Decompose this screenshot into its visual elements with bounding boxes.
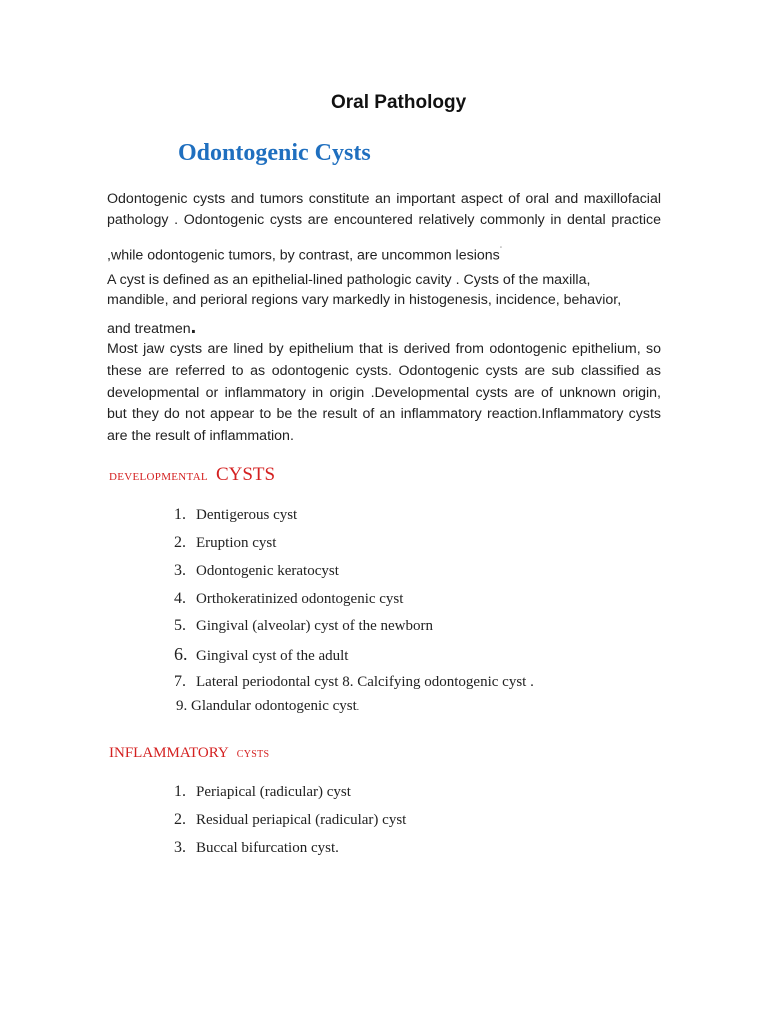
list-item: [174, 839, 339, 857]
classification-paragraph-line: Most jaw cysts are lined by epithelium that is derived from odontogenic epithelium, so: [107, 341, 661, 357]
classification-paragraph-line: these are referred to as odontogenic cysts. Odontogenic cysts are sub classified as: [107, 363, 661, 379]
list-number: 7.: [174, 673, 186, 690]
list-number: 6.: [174, 644, 188, 664]
list-text: Residual periapical (radicular) cyst: [196, 812, 407, 828]
list-item: [174, 644, 348, 665]
list-item: [174, 617, 433, 635]
classification-paragraph-line: are the result of inflammation.: [107, 428, 294, 444]
list-text: Glandular odontogenic cyst: [191, 698, 357, 714]
definition-paragraph-period: .: [190, 316, 197, 338]
definition-paragraph-line: [107, 316, 196, 339]
definition-paragraph-line: A cyst is defined as an epithelial-lined pathologic cavity . Cysts of the maxilla,: [107, 272, 591, 288]
intro-paragraph-line: Odontogenic cysts and tumors constitute an important aspect of oral and maxillofacial: [107, 191, 661, 207]
definition-paragraph-line: mandible, and perioral regions vary markedly in histogenesis, incidence, behavior,: [107, 292, 622, 308]
developmental-cysts-heading: [109, 464, 275, 486]
definition-paragraph-text: and treatmen: [107, 321, 191, 337]
list-number: 4.: [174, 590, 186, 607]
intro-paragraph-line: [107, 246, 503, 264]
list-number: 5.: [174, 617, 186, 634]
list-number: 1.: [174, 506, 186, 523]
list-item: [174, 534, 276, 552]
list-text: Buccal bifurcation cyst.: [196, 840, 339, 856]
list-number: 3.: [174, 562, 186, 579]
list-number: 3.: [174, 839, 186, 856]
list-text: Dentigerous cyst: [196, 507, 298, 523]
list-number: 9.: [176, 698, 188, 714]
list-text: Orthokeratinized odontogenic cyst: [196, 591, 404, 607]
list-text: Gingival cyst of the adult: [196, 648, 349, 664]
list-item: [174, 562, 339, 580]
list-item: [174, 506, 297, 524]
page-title: Oral Pathology: [331, 92, 467, 113]
list-text: Odontogenic keratocyst: [196, 563, 339, 579]
inflammatory-heading-cysts: cysts: [236, 746, 270, 761]
list-item: [174, 673, 534, 691]
list-text: Gingival (alveolar) cyst of the newborn: [196, 618, 434, 634]
list-text: Lateral periodontal cyst 8. Calcifying odontogenic cyst .: [196, 674, 534, 690]
document-heading: Odontogenic Cysts: [178, 140, 371, 166]
inflammatory-cysts-heading: [109, 744, 269, 762]
developmental-heading-cysts: CYSTS: [215, 464, 276, 485]
list-item: [174, 590, 403, 608]
list-number: 2.: [174, 534, 186, 551]
list-text: Eruption cyst: [196, 535, 277, 551]
list-item: [174, 783, 351, 801]
intro-paragraph-line: pathology . Odontogenic cysts are encountered relatively commonly in dental practice: [107, 212, 661, 228]
list-trailing-period: .: [356, 702, 360, 712]
list-item: [174, 811, 406, 829]
intro-paragraph-text: ,while odontogenic tumors, by contrast, are uncommon lesions: [107, 247, 500, 264]
list-number: 1.: [174, 783, 186, 800]
classification-paragraph-line: but they do not appear to be the result of an inflammatory reaction.Inflammatory cysts: [107, 406, 661, 422]
inflammatory-heading-word: INFLAMMATORY: [109, 745, 229, 761]
developmental-heading-word: developmental: [109, 468, 208, 484]
list-number: 2.: [174, 811, 186, 828]
list-item: [176, 698, 359, 715]
classification-paragraph-line: developmental or inflammatory in origin .Developmental cysts are of unknown origin,: [107, 385, 661, 401]
intro-paragraph-mark: ˙: [499, 246, 504, 257]
list-text: Periapical (radicular) cyst: [196, 784, 351, 800]
